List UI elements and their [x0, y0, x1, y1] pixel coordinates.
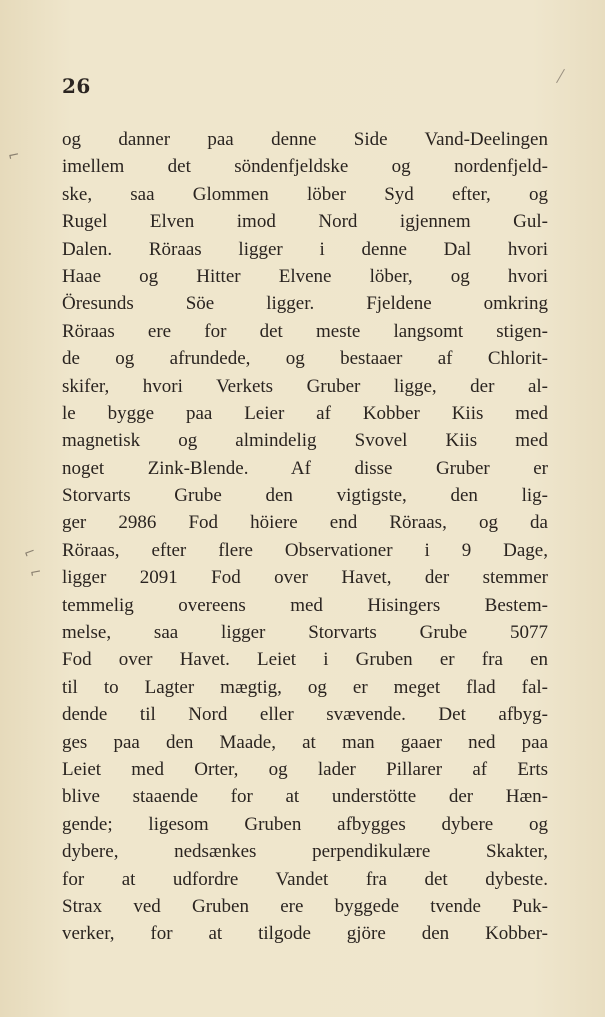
text-line: le bygge paa Leier af Kobber Kiis med	[62, 402, 548, 424]
text-line: temmelig overeens med Hisingers Bestem-	[62, 594, 548, 616]
text-line: Leiet med Orter, og lader Pillarer af Erts	[62, 758, 548, 780]
text-line: og danner paa denne Side Vand-Deelingen	[62, 129, 548, 150]
text-line: Haae og Hitter Elvene löber, og hvori	[62, 265, 548, 287]
text-line: dende til Nord eller svævende. Det afbyg-	[62, 704, 548, 726]
text-line: dybere, nedsænkes perpendikulære Skakter,	[62, 841, 548, 863]
text-line: Röraas ere for det meste langsomt stigen-	[62, 320, 548, 342]
margin-pencil-mark: ⌐	[21, 543, 39, 563]
text-line: Röraas, efter flere Observationer i 9 Dage,	[62, 539, 548, 561]
text-line: for at udfordre Vandet fra det dybeste.	[62, 868, 548, 890]
text-line: Rugel Elven imod Nord igjennem Gul-	[62, 211, 548, 233]
text-line: verker, for at tilgode gjöre den Kobber-	[62, 923, 548, 945]
text-line: melse, saa ligger Storvarts Grube 5077	[62, 622, 548, 644]
text-line: magnetisk og almindelig Svovel Kiis med	[62, 430, 548, 452]
text-line: noget Zink-Blende. Af disse Gruber er	[62, 457, 548, 479]
text-line: blive staaende for at understötte der Hæn-	[62, 786, 548, 808]
text-line: ligger 2091 Fod over Havet, der stemmer	[62, 567, 548, 589]
text-line: Dalen. Röraas ligger i denne Dal hvori	[62, 238, 548, 260]
text-line: ges paa den Maade, at man gaaer ned paa	[62, 731, 548, 753]
text-line: Strax ved Gruben ere byggede tvende Puk-	[62, 895, 548, 917]
text-line: Storvarts Grube den vigtigste, den lig-	[62, 485, 548, 507]
text-line: Öresunds Söe ligger. Fjeldene omkring	[62, 293, 548, 315]
margin-pencil-mark: ⌐	[28, 564, 44, 582]
text-line: de og afrundede, og bestaaer af Chlorit-	[62, 348, 548, 370]
text-line: skifer, hvori Verkets Gruber ligge, der al-	[62, 375, 548, 397]
margin-pencil-mark: ⌐	[6, 146, 22, 166]
text-line: gende; ligesom Gruben afbygges dybere og	[62, 813, 548, 835]
text-line: Fod over Havet. Leiet i Gruben er fra en	[62, 649, 548, 671]
text-line: ske, saa Glommen löber Syd efter, og	[62, 183, 548, 205]
text-line: til to Lagter mægtig, og er meget flad fal-	[62, 676, 548, 698]
body-text	[62, 126, 548, 948]
page-number: 26	[62, 74, 91, 98]
corner-mark	[556, 69, 565, 83]
text-line: ger 2986 Fod höiere end Röraas, og da	[62, 512, 548, 534]
text-line: imellem det söndenfjeldske og nordenfjeld-	[62, 156, 548, 178]
